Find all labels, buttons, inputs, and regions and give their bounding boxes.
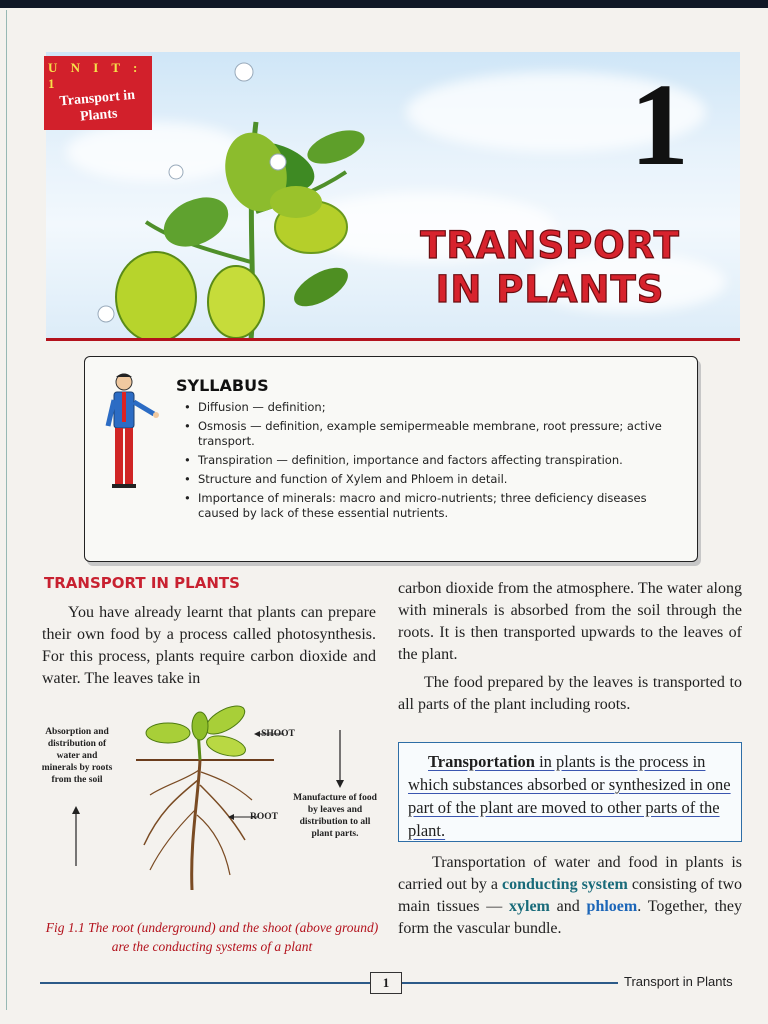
unit-tag: U N I T : 1 (48, 60, 143, 91)
chapter-number: 1 (630, 59, 689, 190)
unit-badge (44, 56, 152, 130)
section-heading: TRANSPORT IN PLANTS (44, 574, 240, 592)
top-edge-bar (0, 0, 768, 8)
figure-plant (40, 700, 386, 920)
definition-term: Transportation (428, 752, 535, 771)
banner-rule (46, 338, 740, 341)
label-root: ROOT (250, 812, 278, 822)
right-paragraph-1: carbon dioxide from the atmosphere. The water along with minerals is absorbed from the soil through the roots. It is then transported upwards to the leaves of the plant. (398, 580, 742, 663)
footer-title: Transport in Plants (624, 974, 733, 989)
teacher-illustration (102, 372, 162, 512)
right-paragraph-3: Transportation of water and food in plants is carried out by a conducting system consisting of two main tissues — xylem and phloem. Together, they form the vascular bundle. (398, 854, 743, 937)
chapter-title-line-2: IN PLANTS (435, 268, 665, 311)
syllabus-list (182, 400, 670, 525)
page-number: 1 (370, 972, 402, 994)
chapter-title (400, 224, 700, 312)
list-item: • Diffusion — definition; (182, 400, 670, 415)
figure-caption: Fig 1.1 The root (underground) and the shoot (above ground) are the conducting systems of a plant (45, 920, 379, 954)
list-item: • Structure and function of Xylem and Phloem in detail. (182, 472, 670, 487)
unit-title: Transport in Plants (58, 87, 136, 125)
syllabus-title: SYLLABUS (176, 376, 269, 395)
right-paragraph-2: The food prepared by the leaves is transported to all parts of the plant including roots. (398, 674, 742, 713)
term-conducting-system: conducting system (502, 876, 628, 893)
term-phloem: phloem (586, 898, 638, 915)
chapter-title-line-1: TRANSPORT (420, 224, 680, 267)
list-item: • Importance of minerals: macro and micro-nutrients; three deficiency diseases caused by lack of these essential nutrients. (182, 491, 670, 521)
term-xylem: xylem (509, 898, 550, 915)
footer-rule (40, 982, 618, 984)
list-item: • Osmosis — definition, example semipermeable membrane, root pressure; active transport. (182, 419, 670, 449)
page-margin-line (6, 10, 7, 1010)
definition-text: Transportation in plants is the process in which substances absorbed or synthesized in one part of the plant are moved to other parts of the plant. (408, 752, 731, 840)
list-item: • Transpiration — definition, importance and factors affecting transpiration. (182, 453, 670, 468)
annotation-absorption: Absorption and distribution of water and minerals by roots from the soil (41, 727, 113, 785)
label-shoot: SHOOT (261, 729, 295, 739)
annotation-manufacture: Manufacture of food by leaves and distribution to all plant parts. (293, 793, 377, 839)
left-paragraph: You have already learnt that plants can prepare their own food by a process called photosynthesis. For this process, plants require carbon dioxide and water. The leaves take in (42, 604, 376, 687)
